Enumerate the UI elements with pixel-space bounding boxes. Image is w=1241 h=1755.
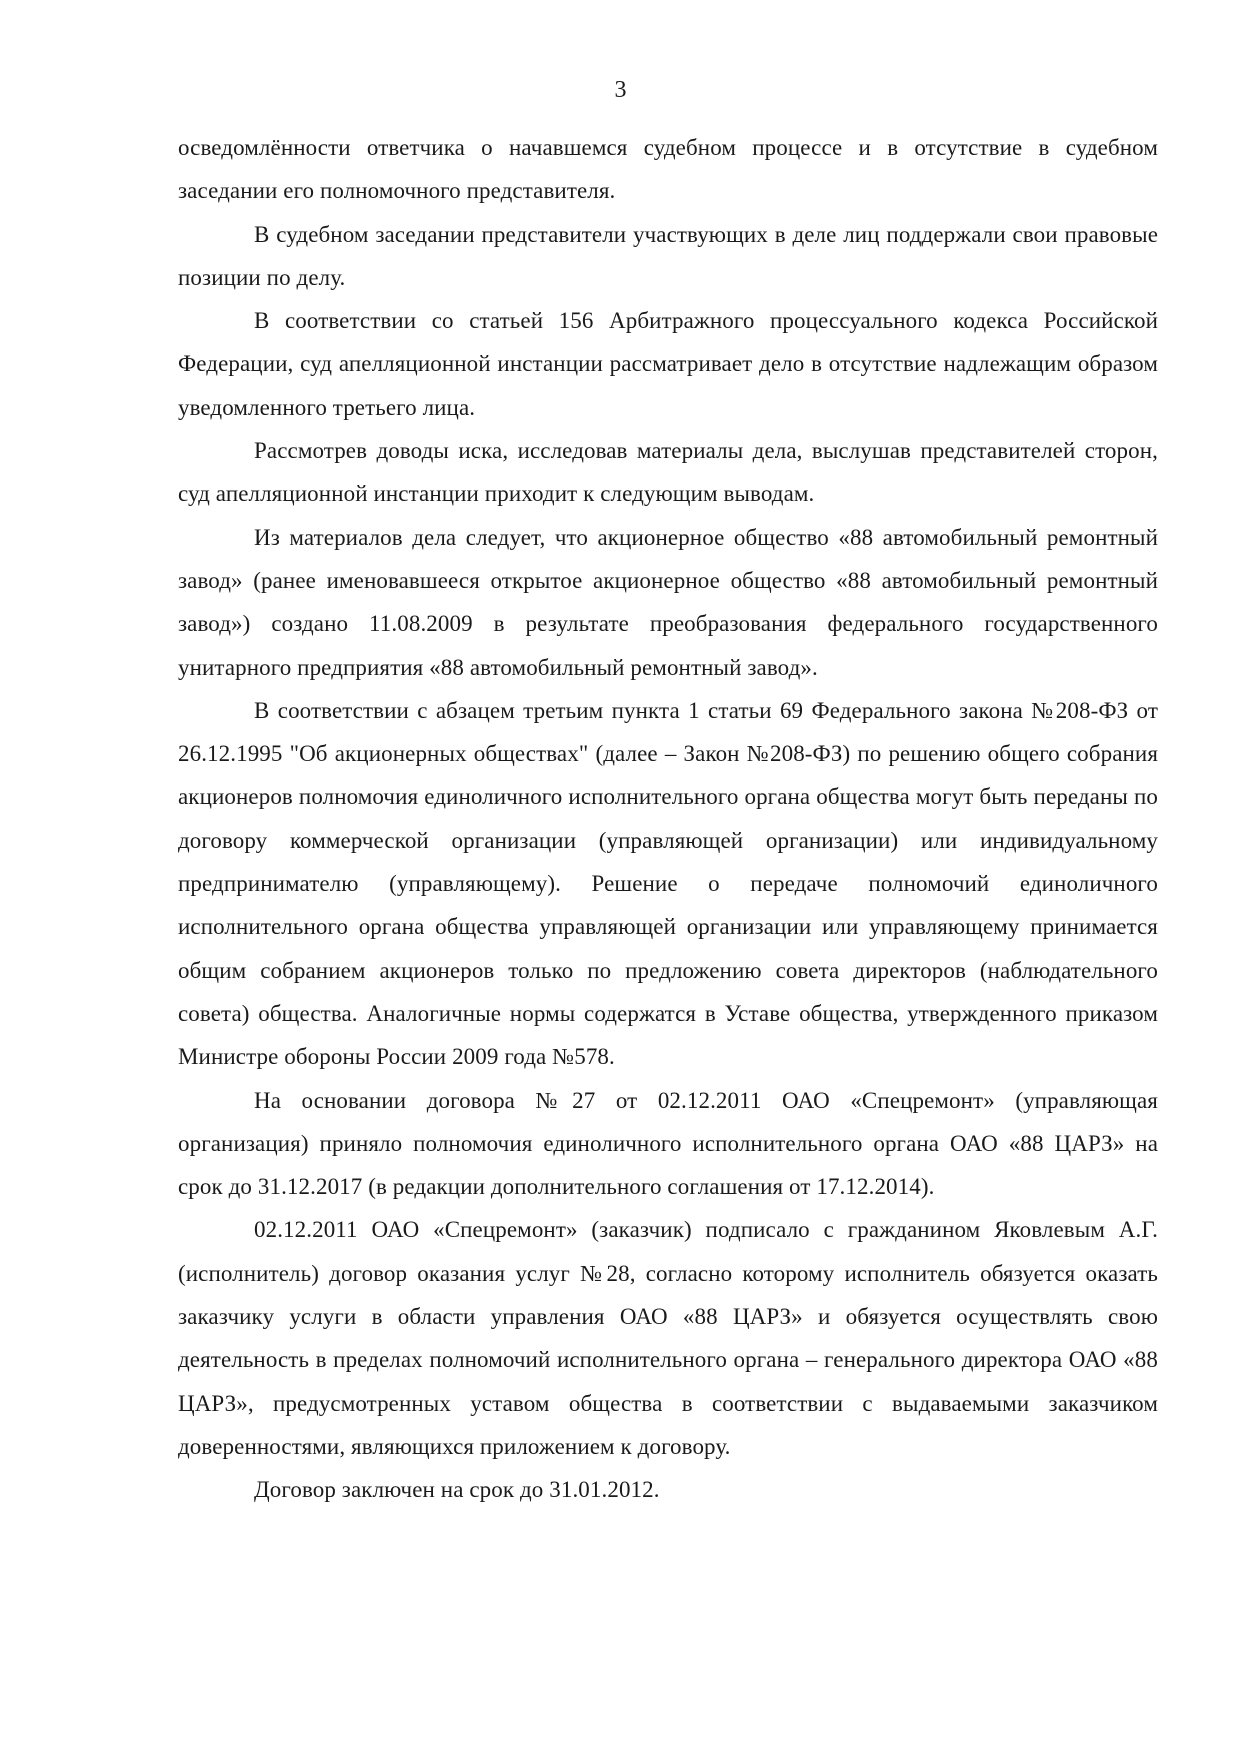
paragraph: На основании договора №27 от 02.12.2011 ОАО «Спецремонт» (управляющая организация) приняло полномочия единоличного исполнительного органа ОАО «88 ЦАРЗ» на срок до 31.12.2017 (в редакции дополнительного соглашения от 17.12.2014). [178, 1087, 1158, 1200]
paragraph: Договор заключен на срок до 31.01.2012. [254, 1477, 660, 1503]
paragraph: Рассмотрев доводы иска, исследовав материалы дела, выслушав представителей сторон, суд апелляционной инстанции приходит к следующим выводам. [178, 438, 1158, 507]
paragraph: В соответствии со статьей 156 Арбитражного процессуального кодекса Российской Федерации, суд апелляционной инстанции рассматривает дело в отсутствие надлежащим образом уведомленного третьего лица. [178, 308, 1158, 420]
paragraph: Из материалов дела следует, что акционерное общество «88 автомобильный ремонтный завод» (ранее именовавшееся открытое акционерное общество «88 автомобильный ремонтный завод») создано 11.08.2009 в результате преобразования федерального государственного унитарного предприятия «88 автомобильный ремонтный завод». [178, 524, 1158, 680]
paragraph: 02.12.2011 ОАО «Спецремонт» (заказчик) подписало с гражданином Яковлевым А.Г. (исполнитель) договор оказания услуг №28, согласно которому исполнитель обязуется оказать заказчику услуги в области управления ОАО «88 ЦАРЗ» и обязуется осуществлять свою деятельность в пределах полномочий исполнительного органа – генерального директора ОАО «88 ЦАРЗ», предусмотренных уставом общества в соответствии с выдаваемыми заказчиком доверенностями, являющихся приложением к договору. [178, 1217, 1158, 1459]
paragraph: В соответствии с абзацем третьим пункта 1 статьи 69 Федерального закона №208-ФЗ от 26.12.1995 "Об акционерных обществах" (далее – Закон №208-ФЗ) по решению общего собрания акционеров полномочия единоличного исполнительного органа общества могут быть переданы по договору коммерческой организации (управляющей организации) или индивидуальному предпринимателю (управляющему). Решение о передаче полномочий единоличного исполнительного органа общества управляющей организации или управляющему принимается общим собранием акционеров только по предложению совета директоров (наблюдательного совета) общества. Аналогичные нормы содержатся в Уставе общества, утвержденного приказом Министре обороны России 2009 года №578. [178, 697, 1158, 1070]
paragraph-continuation: осведомлённости ответчика о начавшемся судебном процессе и в отсутствие в судебном заседании его полномочного представителя. [178, 135, 1158, 204]
paragraph: В судебном заседании представители участвующих в деле лиц поддержали свои правовые позиции по делу. [178, 221, 1158, 290]
page-number: 3 [614, 77, 627, 103]
document-body [178, 126, 1158, 1512]
